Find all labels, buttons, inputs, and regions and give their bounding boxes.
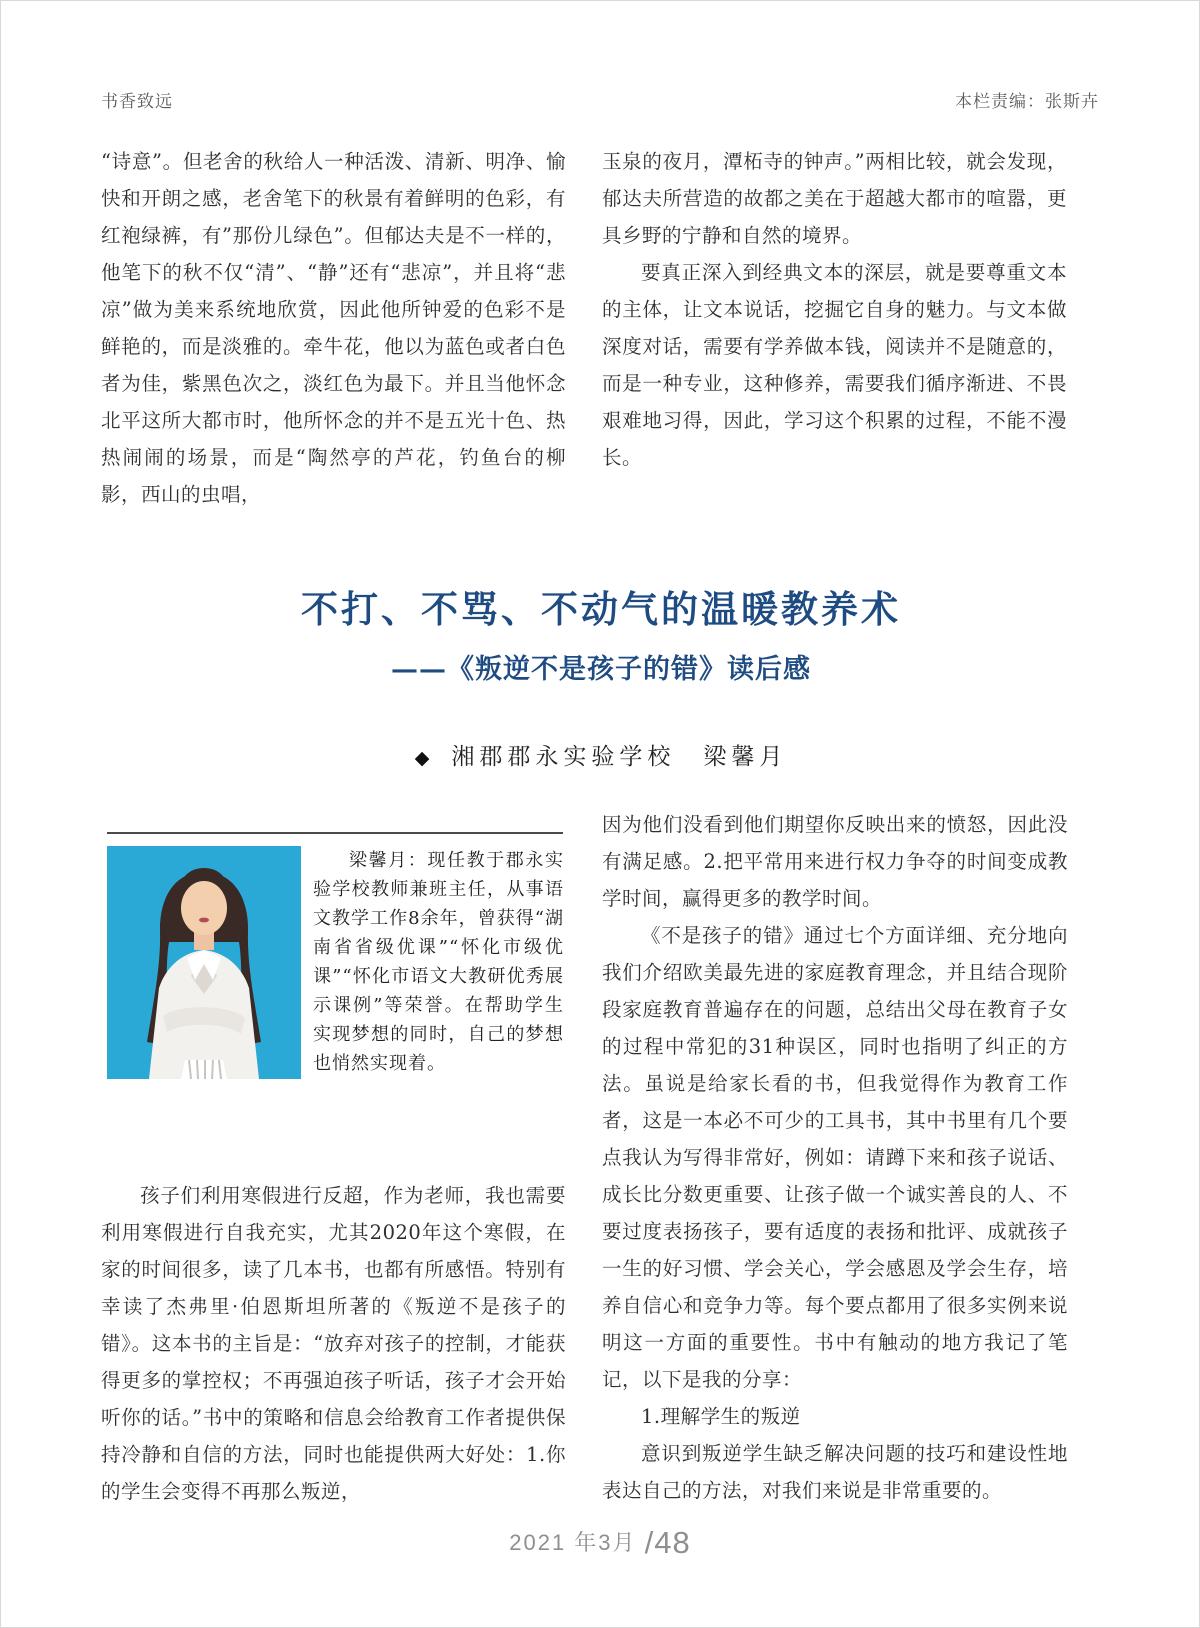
prev-article-left-text: “诗意”。但老舍的秋给人一种活泼、清新、明净、愉快和开朗之感，老舍笔下的秋景有着鲜明的色彩，有红袍绿裤，有”那份儿绿色”。但郁达夫是不一样的，他笔下的秋不仅“清”、“静”还有“悲凉”，并且将“悲凉”做为美来系统地欣赏，因此他所钟爱的色彩不是鲜艳的，而是淡雅的。牵牛花，他以为蓝色或者白色者为佳，紫黑色次之，淡红色为最下。并且当他怀念北平这所大都市时，他所怀念的并不是五光十色、热热闹闹的场景，而是“陶然亭的芦花，钓鱼台的柳影，西山的虫唱， (101, 150, 566, 506)
prev-article-right-column (602, 143, 1067, 513)
article-author-line (101, 738, 1101, 771)
article-author: 湘郡郡永实验学校 梁馨月 (451, 744, 788, 770)
diamond-icon: ◆ (414, 747, 430, 769)
prev-article-left-column (101, 143, 566, 513)
section-label: 书香致远 (101, 92, 173, 111)
body-left-paragraph: 孩子们利用寒假进行反超，作为老师，我也需要利用寒假进行自我充实，尤其2020年这个寒假，在家的时间很多，读了几本书，也都有所感悟。特别有幸读了杰弗里·伯恩斯坦所著的《叛逆不是孩子的错》。这本书的主旨是：“放弃对孩子的控制，才能获得更多的掌控权；不再强迫孩子听话，孩子才会开始听你的话。”书中的策略和信息会给教育工作者提供保持冷静和自信的方法，同时也能提供两大好处：1.你的学生会变得不再那么叛逆， (101, 1184, 566, 1503)
footer-page-number: /48 (644, 1525, 691, 1560)
bio-divider-line (107, 832, 563, 834)
author-portrait-photo (107, 846, 301, 1079)
article-title: 不打、不骂、不动气的温暖教养术 (301, 587, 901, 631)
page-footer (1, 1525, 1199, 1561)
body-right-paragraph-3: 1.理解学生的叛逆 (641, 1405, 801, 1428)
body-right-paragraph-1: 因为他们没看到他们期望你反映出来的愤怒，因此没有满足感。2.把平常用来进行权力争夺的时间变成教学时间，赢得更多的教学时间。 (602, 813, 1068, 910)
article-title-block (101, 579, 1101, 771)
prev-article-right-text-p1: 玉泉的夜月，潭柘寺的钟声。”两相比较，就会发现，郁达夫所营造的故都之美在于超越大都市的喧嚣，更具乡野的宁静和自然的境界。 (602, 150, 1067, 247)
article-body-right-column (602, 806, 1068, 1509)
article-body-left-column (101, 1177, 566, 1510)
article-subtitle: ——《叛逆不是孩子的错》读后感 (391, 654, 811, 685)
body-right-paragraph-4: 意识到叛逆学生缺乏解决问题的技巧和建设性地表达自己的方法，对我们来说是非常重要的。 (602, 1442, 1068, 1502)
column-editor-label: 本栏责编：张斯卉 (955, 92, 1099, 111)
previous-article-columns (101, 143, 1068, 513)
author-bio-text: 梁馨月：现任教于郡永实验学校教师兼班主任，从事语文教学工作8余年，曾获得“湖南省省级优课”“怀化市级优课”“怀化市语文大教研优秀展示课例”等荣誉。在帮助学生实现梦想的同时，自己的梦想也悄然实现着。 (313, 850, 564, 1074)
body-right-paragraph-2: 《不是孩子的错》通过七个方面详细、充分地向我们介绍欧美最先进的家庭教育理念，并且结合现阶段家庭教育普遍存在的问题，总结出父母在教育子女的过程中常犯的31种误区，同时也指明了纠正的方法。虽说是给家长看的书，但我觉得作为教育工作者，这是一本必不可少的工具书，其中书里有几个要点我认为写得非常好，例如：请蹲下来和孩子说话、成长比分数更重要、让孩子做一个诚实善良的人、不要过度表扬孩子，要有适度的表扬和批评、成就孩子一生的好习惯、学会关心，学会感恩及学会生存，培养自信心和竞争力等。每个要点都用了很多实例来说明这一方面的重要性。书中有触动的地方我记了笔记，以下是我的分享： (602, 924, 1068, 1391)
portrait-illustration (107, 846, 301, 1079)
page-header (101, 87, 1099, 112)
prev-article-right-text-p2: 要真正深入到经典文本的深层，就是要尊重文本的主体，让文本说话，挖掘它自身的魅力。与文本做深度对话，需要有学养做本钱，阅读并不是随意的，而是一种专业，这种修养，需要我们循序渐进、不畏艰难地习得，因此，学习这个积累的过程，不能不漫长。 (602, 261, 1067, 469)
footer-date: 2021 年3月 (509, 1530, 645, 1555)
